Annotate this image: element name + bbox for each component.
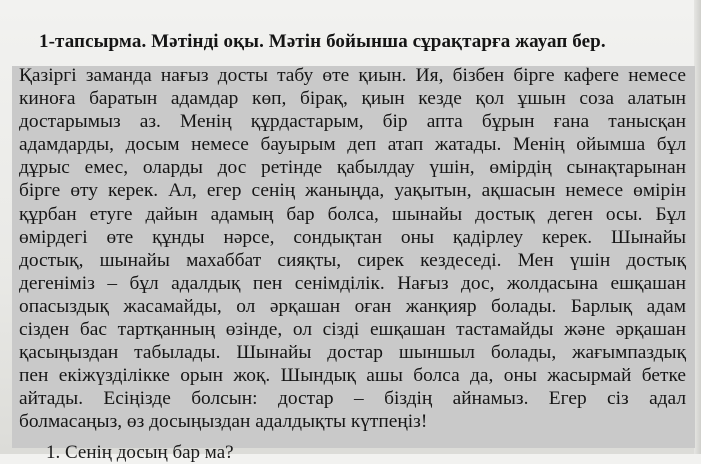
passage-line: адамдарды, досым немесе бауырым деп атап жатады. Менің ойымша бұл [19,134,686,156]
passage-line: киноға баратын адамдар көп, бірақ, қиын кезде қол ұшын соза алатын [19,88,686,110]
passage-line: Қазіргі заманда нағыз досты табу өте қиын. Ия, бізбен бірге кафеге немесе [19,65,686,86]
question-1: 1. Сенің досың бар ма? [46,442,234,463]
passage-line: опасыздық жасамайды, ол әрқашан оған жанқияр болады. Барлық адам [19,295,686,317]
passage-line: құрбан етуге дайын адамың бар болса, шынайы достық деген осы. Бұл [19,203,686,225]
passage-line-last: болмасаңыз, өз досыңыздан адалдықты күтпеңіз! [19,411,428,433]
passage-line: қасыңыздан табылады. Шынайы достар шыншыл болады, жағымпаздық [19,342,686,364]
passage-line: достарымыз аз. Менің құрдастарым, бір апта бұрын ғана танысқан [19,111,686,133]
passage-line: дұрыс емес, оларды дос ретінде қабылдау үшін, өмірдің сынақтарынан [19,157,686,179]
page-edge [694,0,701,454]
passage-line: достық, шынайы махаббат сияқты, сирек кездеседі. Мен үшін достық [19,249,686,271]
passage-line: бірге өту керек. Ал, егер сенің жаныңда, уақытын, ақшасын немесе өмірін [19,180,686,202]
passage-line: пен екіжүзділікке орын жоқ. Шындық ашы болса да, оны жасырмай бетке [19,365,686,387]
passage-line: өмірдегі өте құнды нәрсе, сондықтан оны қадірлеу керек. Шынайы [19,226,686,248]
task-title: 1-тапсырма. Мәтінді оқы. Мәтін бойынша сұрақтарға жауап бер. [39,31,606,52]
passage-line: сізден бас тартқанның өзінде, ол сізді ешқашан тастамайды және әрқашан [19,319,686,341]
passage-line: дегеніміз – бұл адалдық пен сенімділік. Нағыз дос, жолдасына ешқашан [19,272,686,294]
passage-text [19,64,686,434]
passage-line: айтады. Есіңізде болсын: достар – біздің айнамыз. Егер сіз адал [19,388,686,410]
